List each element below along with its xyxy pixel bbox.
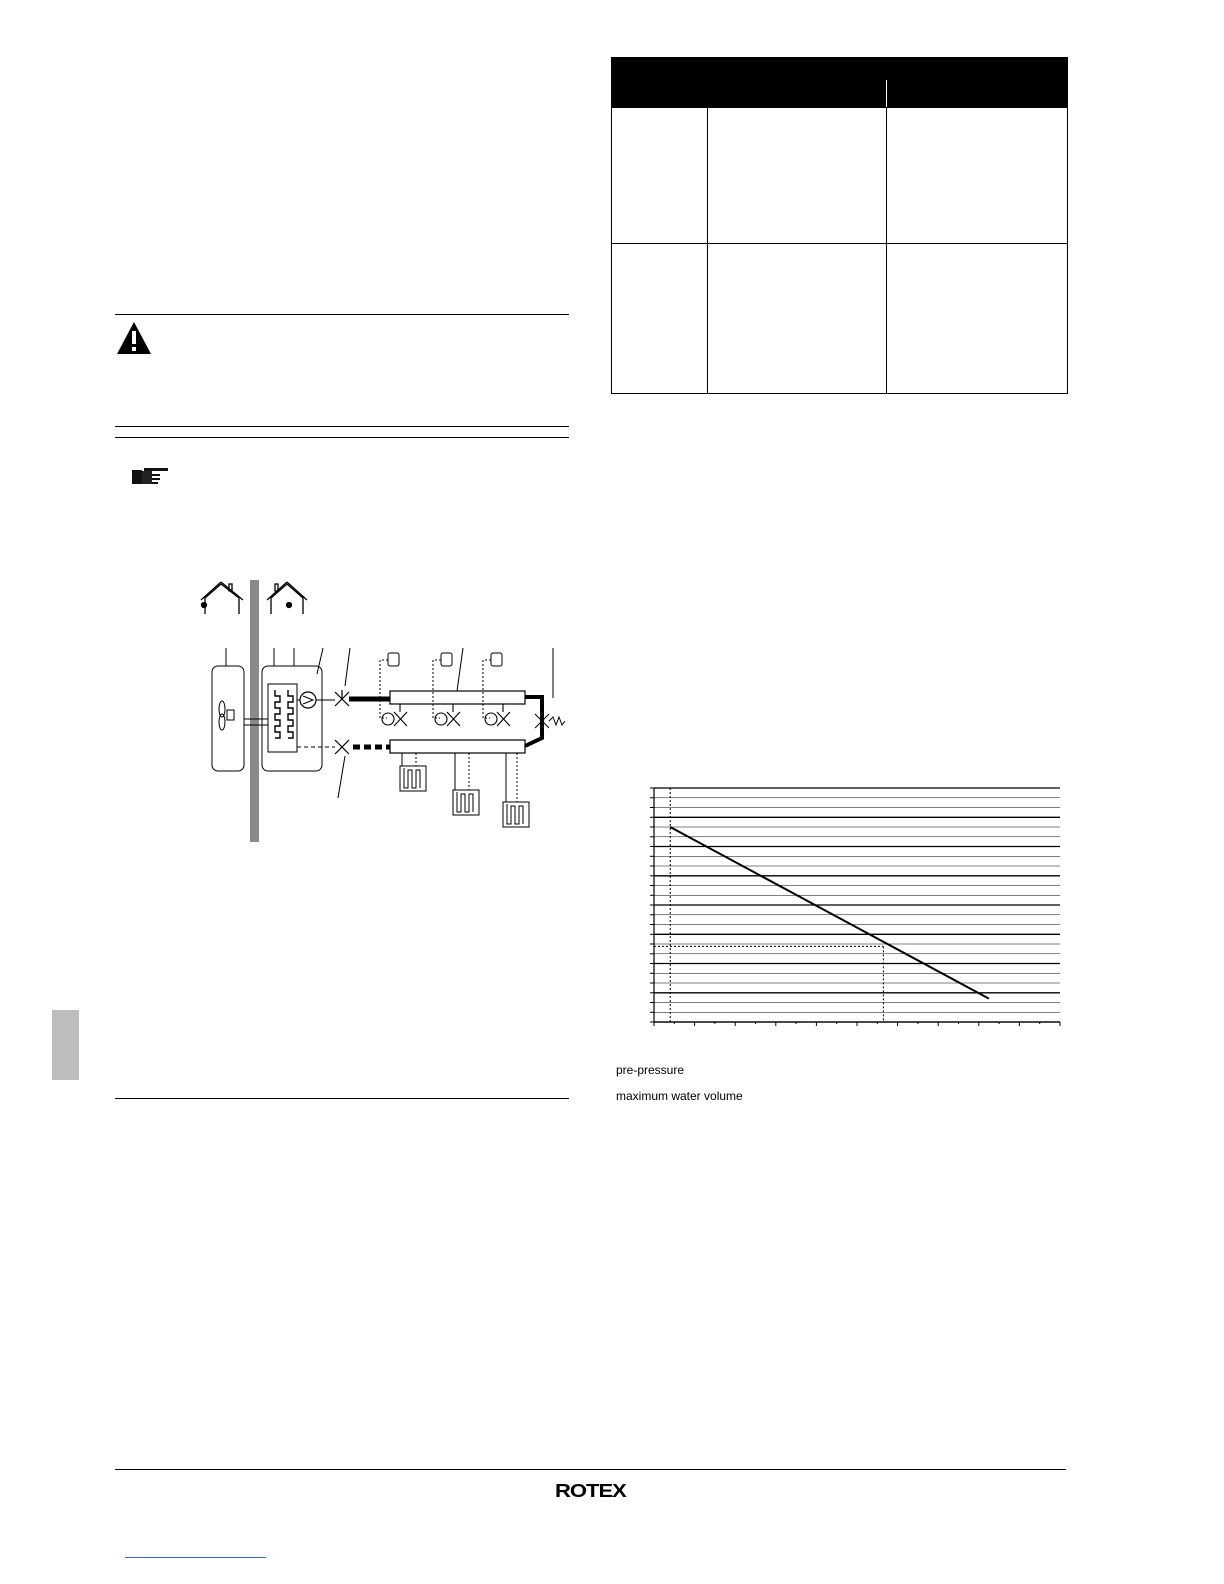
brand-logo: ROTEX <box>555 1480 626 1502</box>
footer-rule <box>115 1469 1066 1470</box>
return-manifold <box>390 740 525 753</box>
spec-table-header-col2 <box>887 80 1068 108</box>
legend-max-water-volume: maximum water volume <box>616 1089 743 1103</box>
wall <box>250 580 259 842</box>
note-top-rule <box>115 437 569 438</box>
spec-table-header-group <box>707 58 1067 80</box>
supply-manifold <box>390 691 525 704</box>
warning-icon <box>115 320 153 356</box>
outdoor-unit <box>212 666 244 771</box>
section-side-tab <box>52 1010 79 1080</box>
outdoor-house-icon <box>201 582 243 614</box>
zone-valves <box>382 704 510 726</box>
spec-table-cell <box>612 108 708 244</box>
thermostat-1 <box>388 653 399 666</box>
indoor-house-icon <box>267 582 307 614</box>
spec-table-cell <box>887 108 1068 244</box>
legend-pre-pressure: pre-pressure <box>616 1063 685 1077</box>
left-bottom-rule <box>115 1098 569 1099</box>
chart-series-line <box>670 827 989 999</box>
spec-table-cell <box>887 244 1068 394</box>
spec-table-header-col1 <box>707 80 887 108</box>
thermostat-2 <box>441 653 452 666</box>
return-valve-icon <box>335 740 349 754</box>
hydraulic-diagram <box>195 578 570 846</box>
spec-table-header-model <box>612 58 708 108</box>
spec-table-cell <box>612 244 708 394</box>
spec-table <box>611 57 1068 394</box>
floor-heating-loops <box>400 753 529 827</box>
warning-top-rule <box>115 314 569 315</box>
supply-valve-icon <box>335 690 349 706</box>
warning-bottom-rule <box>115 426 569 427</box>
pressure-volume-chart <box>645 780 1065 1030</box>
fan-icon <box>219 701 234 730</box>
footer-link-underline <box>125 1557 266 1558</box>
thermostat-3 <box>491 653 502 666</box>
spec-table-cell <box>707 108 887 244</box>
pointing-hand-icon <box>130 466 170 490</box>
spec-table-cell <box>707 244 887 394</box>
indoor-unit <box>262 666 322 771</box>
bypass-valve-icon <box>535 714 565 728</box>
